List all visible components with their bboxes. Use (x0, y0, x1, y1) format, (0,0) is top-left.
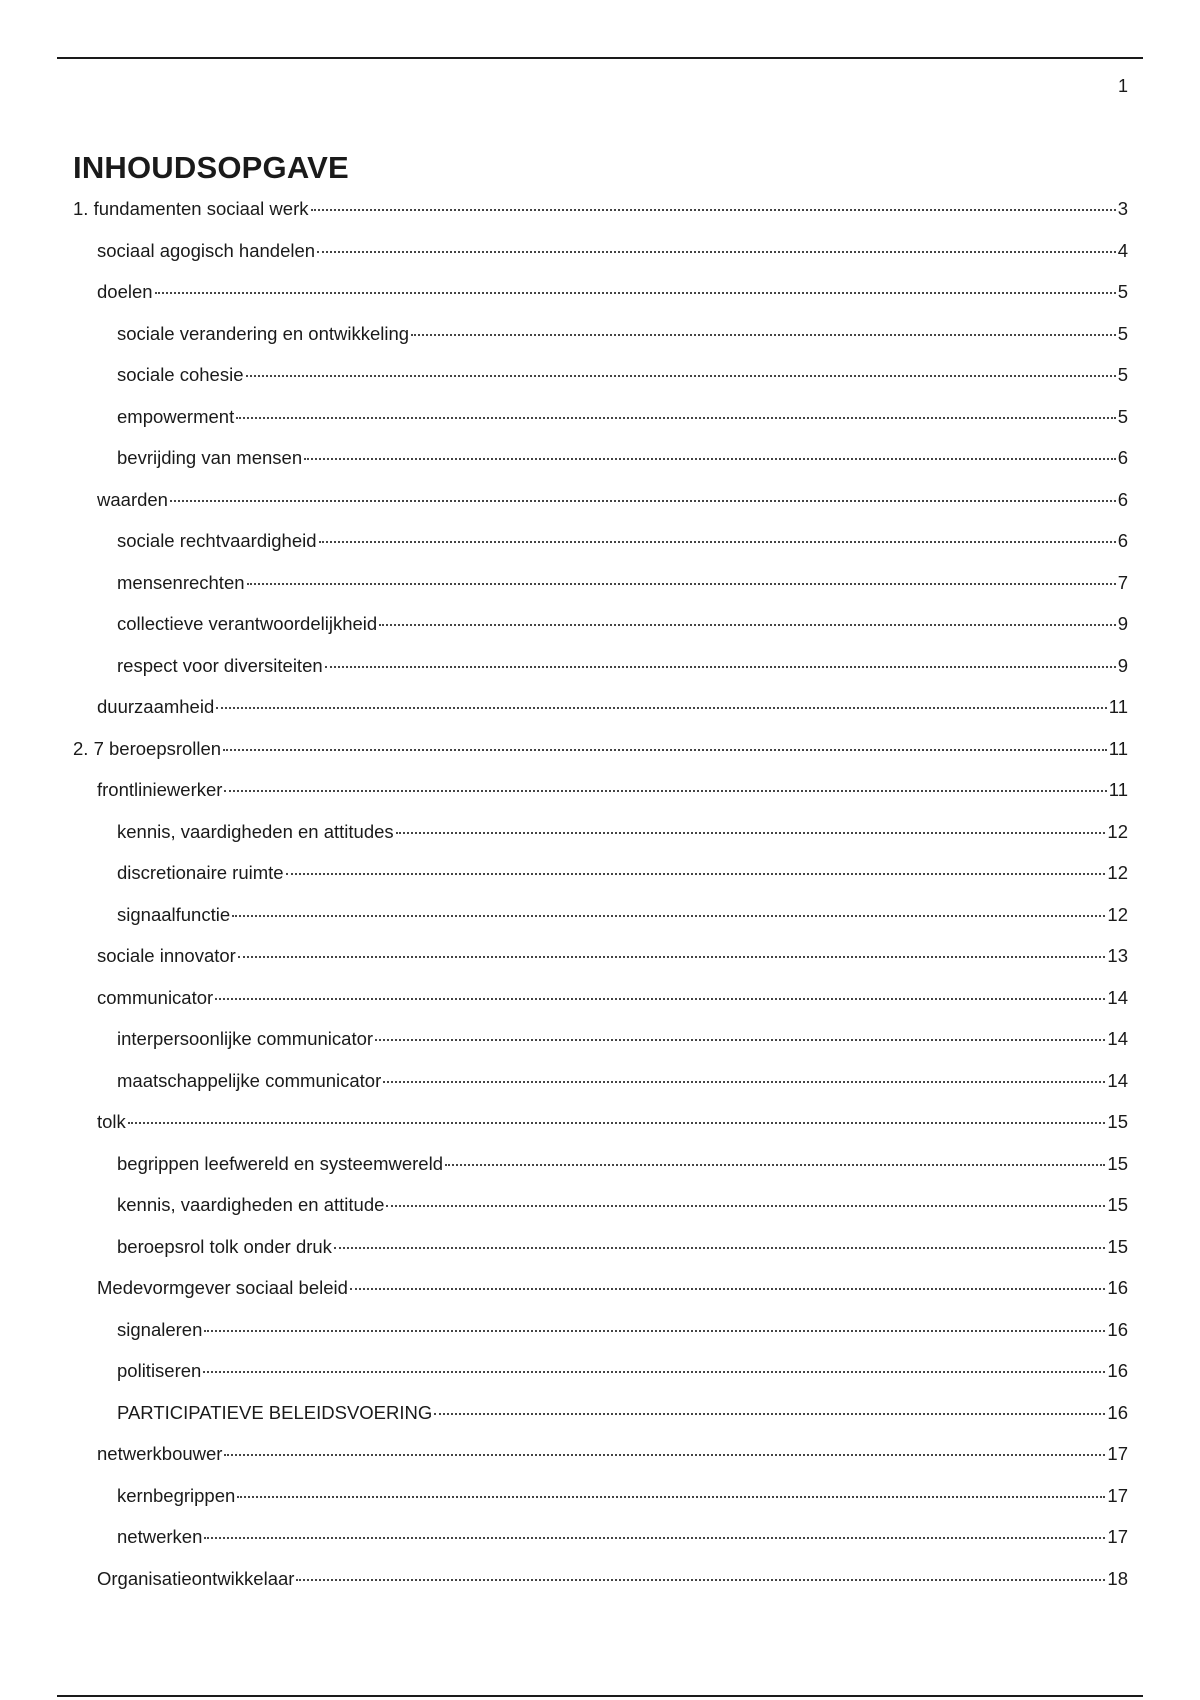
toc-entry-label: collectieve verantwoordelijkheid (117, 613, 378, 634)
toc-entry[interactable] (73, 1028, 1128, 1070)
toc-entry-label: bevrijding van mensen (117, 447, 303, 468)
toc-entry-label: sociaal agogisch handelen (97, 239, 316, 261)
toc-entry[interactable] (73, 1153, 1128, 1195)
toc-entry[interactable] (73, 862, 1128, 904)
toc-entry-label: 1. fundamenten sociaal werk (73, 198, 309, 219)
toc-entry-page-number: 6 (1117, 447, 1128, 468)
toc-entry[interactable] (73, 198, 1128, 240)
toc-entry[interactable] (73, 613, 1128, 655)
toc-dot-leader (304, 458, 1116, 460)
toc-dot-leader (445, 1164, 1105, 1166)
toc-entry-page-number: 15 (1107, 1152, 1128, 1174)
toc-entry-page-number: 4 (1117, 239, 1128, 261)
toc-dot-leader (319, 541, 1116, 543)
toc-entry-page-number: 11 (1108, 696, 1128, 717)
toc-entry-label: sociale innovator (97, 945, 236, 966)
toc-entry-page-number: 15 (1107, 1194, 1128, 1215)
toc-entry[interactable] (73, 1402, 1128, 1444)
toc-entry-label: duurzaamheid (97, 696, 215, 717)
toc-dot-leader (383, 1081, 1105, 1083)
toc-entry[interactable] (73, 696, 1128, 738)
toc-entry-label: sociale verandering en ontwikkeling (117, 322, 410, 344)
toc-entry-label: kernbegrippen (117, 1484, 236, 1506)
toc-dot-leader (203, 1371, 1105, 1373)
toc-entry[interactable] (73, 987, 1128, 1029)
toc-entry-label: begrippen leefwereld en systeemwereld (117, 1152, 443, 1174)
toc-entry[interactable] (73, 904, 1128, 946)
toc-entry-page-number: 15 (1107, 1235, 1128, 1257)
toc-entry[interactable] (73, 364, 1128, 406)
toc-entry-label: signaleren (117, 1318, 203, 1340)
toc-entry-label: kennis, vaardigheden en attitudes (117, 820, 394, 842)
toc-entry[interactable] (73, 447, 1128, 489)
toc-entry-label: discretionaire ruimte (117, 862, 284, 883)
toc-entry-page-number: 17 (1107, 1443, 1128, 1464)
toc-entry-page-number: 6 (1117, 530, 1128, 551)
toc-entry-page-number: 14 (1107, 1069, 1128, 1091)
toc-entry-page-number: 14 (1107, 986, 1128, 1008)
toc-entry[interactable] (73, 779, 1128, 821)
table-of-contents (73, 198, 1128, 1609)
toc-dot-leader (311, 209, 1116, 211)
toc-entry-label: sociale rechtvaardigheid (117, 530, 317, 551)
toc-entry-page-number: 12 (1107, 862, 1128, 883)
toc-title: INHOUDSOPGAVE (73, 150, 349, 185)
toc-entry[interactable] (73, 489, 1128, 531)
toc-entry[interactable] (73, 1070, 1128, 1112)
toc-dot-leader (247, 583, 1116, 585)
toc-entry-label: netwerkbouwer (97, 1443, 223, 1464)
toc-entry[interactable] (73, 530, 1128, 572)
toc-entry-label: communicator (97, 986, 214, 1008)
toc-entry-label: maatschappelijke communicator (117, 1069, 382, 1091)
toc-dot-leader (155, 292, 1116, 294)
toc-entry-page-number: 16 (1107, 1401, 1128, 1423)
toc-entry-label: tolk (97, 1111, 126, 1132)
toc-dot-leader (334, 1247, 1105, 1249)
toc-dot-leader (223, 749, 1107, 751)
toc-dot-leader (317, 251, 1116, 253)
toc-entry[interactable] (73, 1236, 1128, 1278)
header-rule (57, 57, 1143, 59)
toc-entry-label: mensenrechten (117, 571, 245, 593)
page-number: 1 (1117, 76, 1128, 96)
toc-entry[interactable] (73, 323, 1128, 365)
toc-entry-label: waarden (97, 488, 168, 510)
toc-dot-leader (375, 1039, 1105, 1041)
toc-entry[interactable] (73, 945, 1128, 987)
toc-entry-label: PARTICIPATIEVE BELEIDSVOERING (117, 1401, 433, 1423)
toc-entry-label: sociale cohesie (117, 364, 244, 385)
toc-entry[interactable] (73, 1194, 1128, 1236)
toc-dot-leader (434, 1413, 1105, 1415)
toc-entry[interactable] (73, 572, 1128, 614)
toc-entry-page-number: 7 (1117, 571, 1128, 593)
footer-rule (57, 1695, 1143, 1697)
toc-entry-label: beroepsrol tolk onder druk (117, 1235, 332, 1257)
toc-entry-page-number: 9 (1117, 654, 1128, 676)
toc-dot-leader (204, 1537, 1105, 1539)
toc-entry-label: empowerment (117, 405, 235, 427)
toc-entry-page-number: 16 (1107, 1277, 1128, 1298)
toc-dot-leader (386, 1205, 1105, 1207)
toc-entry-page-number: 9 (1117, 613, 1128, 634)
toc-entry-label: Organisatieontwikkelaar (97, 1567, 295, 1589)
toc-dot-leader (238, 956, 1106, 958)
toc-entry-label: politiseren (117, 1360, 202, 1381)
toc-entry-label: 2. 7 beroepsrollen (73, 737, 222, 759)
toc-dot-leader (170, 500, 1116, 502)
toc-entry-label: Medevormgever sociaal beleid (97, 1277, 348, 1298)
toc-entry-label: doelen (97, 281, 153, 302)
toc-dot-leader (379, 624, 1116, 626)
toc-entry[interactable] (73, 1443, 1128, 1485)
toc-dot-leader (325, 666, 1116, 668)
toc-entry-page-number: 14 (1107, 1028, 1128, 1049)
toc-dot-leader (204, 1330, 1105, 1332)
toc-dot-leader (350, 1288, 1106, 1290)
toc-entry-page-number: 15 (1107, 1111, 1128, 1132)
toc-entry-page-number: 16 (1107, 1318, 1128, 1340)
toc-dot-leader (224, 790, 1106, 792)
toc-entry[interactable] (73, 281, 1128, 323)
toc-entry[interactable] (73, 1277, 1128, 1319)
toc-dot-leader (396, 832, 1106, 834)
toc-entry-page-number: 13 (1107, 945, 1128, 966)
toc-entry-page-number: 11 (1108, 737, 1128, 759)
toc-entry-page-number: 3 (1117, 198, 1128, 219)
toc-entry-page-number: 5 (1117, 405, 1128, 427)
toc-entry-label: frontliniewerker (97, 779, 223, 800)
toc-entry-label: respect voor diversiteiten (117, 654, 323, 676)
toc-entry-page-number: 17 (1107, 1484, 1128, 1506)
toc-entry-page-number: 5 (1117, 322, 1128, 344)
toc-dot-leader (232, 915, 1105, 917)
toc-entry-label: interpersoonlijke communicator (117, 1028, 374, 1049)
toc-dot-leader (128, 1122, 1106, 1124)
toc-entry-page-number: 12 (1107, 903, 1128, 925)
toc-dot-leader (224, 1454, 1105, 1456)
toc-entry-page-number: 5 (1117, 281, 1128, 302)
toc-entry[interactable] (73, 1319, 1128, 1361)
toc-entry[interactable] (73, 240, 1128, 282)
toc-dot-leader (216, 707, 1107, 709)
toc-entry[interactable] (73, 821, 1128, 863)
toc-entry[interactable] (73, 1568, 1128, 1610)
toc-entry-page-number: 16 (1107, 1360, 1128, 1381)
toc-entry-page-number: 11 (1108, 779, 1128, 800)
toc-dot-leader (215, 998, 1105, 1000)
toc-entry[interactable] (73, 406, 1128, 448)
toc-entry[interactable] (73, 655, 1128, 697)
toc-dot-leader (411, 334, 1116, 336)
toc-entry-page-number: 17 (1107, 1526, 1128, 1547)
toc-entry[interactable] (73, 1485, 1128, 1527)
toc-entry-page-number: 5 (1117, 364, 1128, 385)
toc-dot-leader (237, 1496, 1105, 1498)
toc-entry-label: kennis, vaardigheden en attitude (117, 1194, 385, 1215)
toc-entry-page-number: 6 (1117, 488, 1128, 510)
toc-dot-leader (236, 417, 1115, 419)
toc-entry[interactable] (73, 738, 1128, 780)
toc-dot-leader (286, 873, 1106, 875)
toc-entry-page-number: 12 (1107, 820, 1128, 842)
toc-entry[interactable] (73, 1526, 1128, 1568)
toc-entry[interactable] (73, 1111, 1128, 1153)
toc-entry-label: signaalfunctie (117, 903, 231, 925)
toc-entry-page-number: 18 (1107, 1567, 1128, 1589)
toc-dot-leader (296, 1579, 1105, 1581)
toc-entry[interactable] (73, 1360, 1128, 1402)
toc-dot-leader (246, 375, 1116, 377)
toc-entry-label: netwerken (117, 1526, 203, 1547)
